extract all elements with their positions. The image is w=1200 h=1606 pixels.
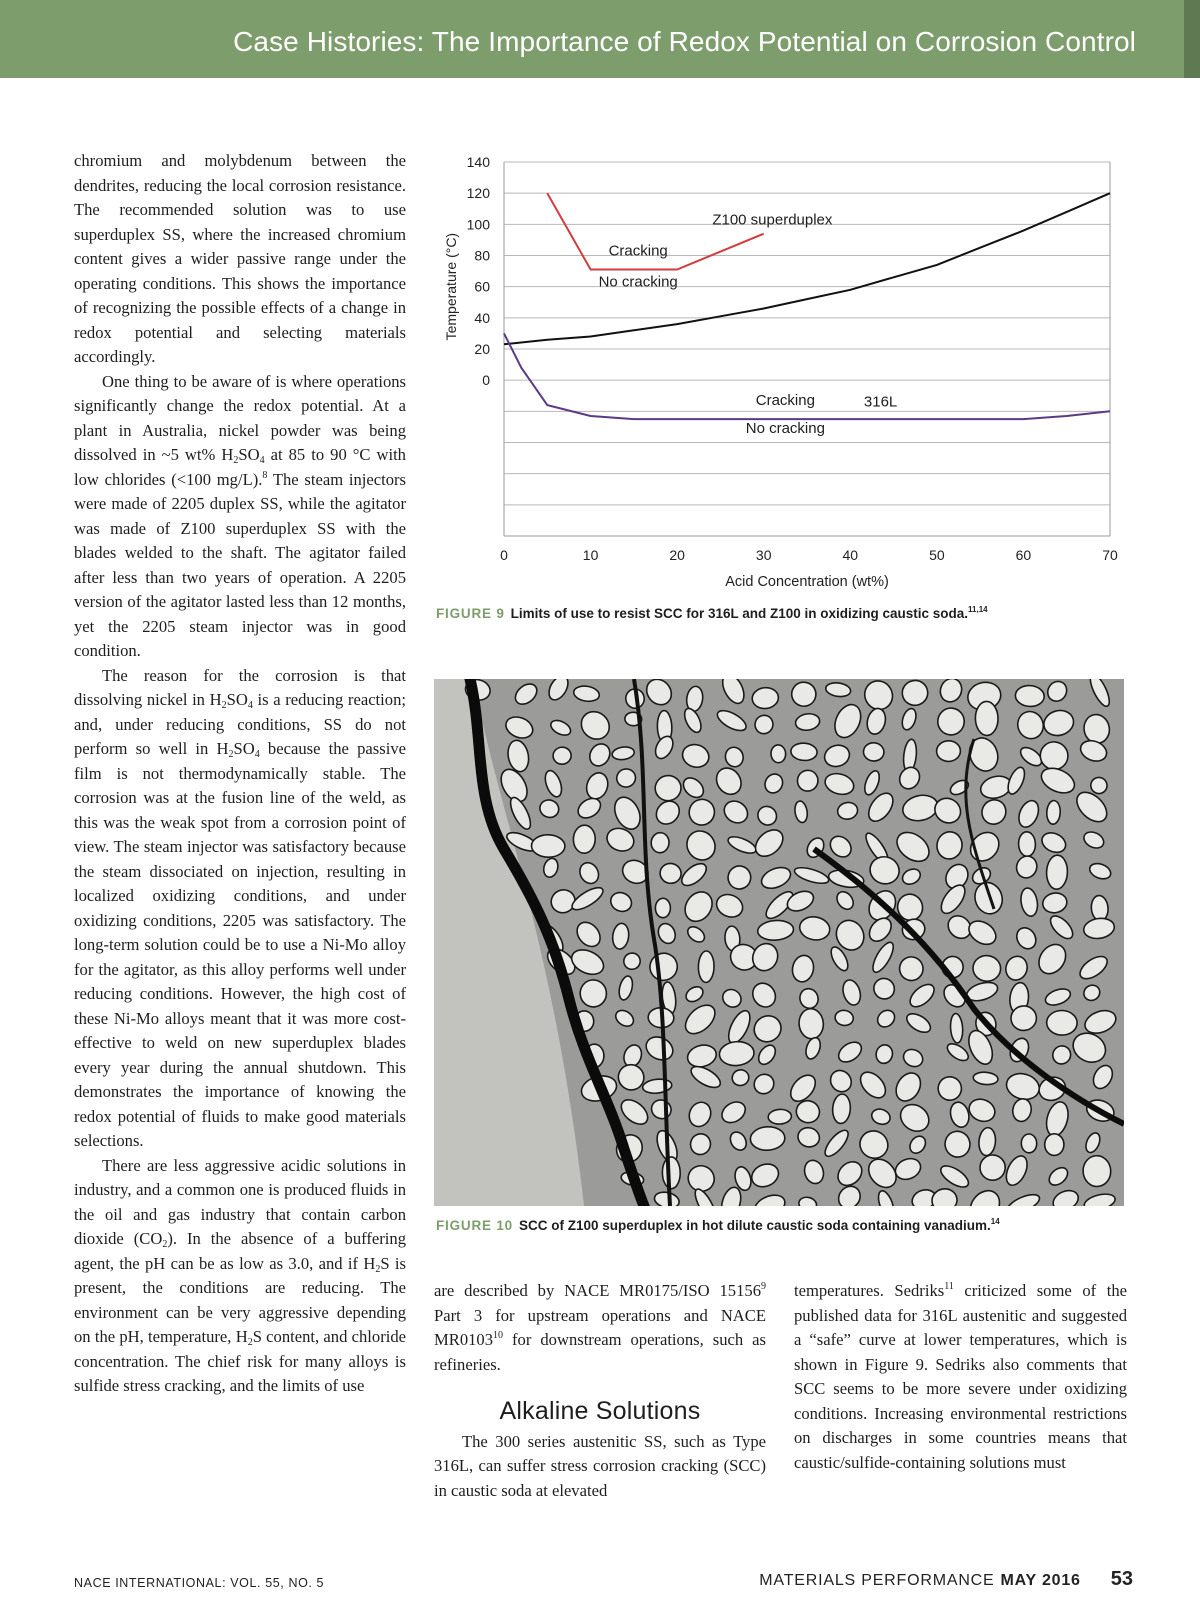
footer-journal: NACE INTERNATIONAL: VOL. 55, NO. 5 <box>74 1576 325 1590</box>
figure-10-caption: FIGURE 10 SCC of Z100 superduplex in hot dilute caustic soda containing vanadium.$^{14}$ <box>436 1217 1000 1233</box>
paragraph: are described by NACE MR0175/ISO 15156$^9$ Part 3 for upstream operations and NACE MR0103$^{10}$ for downstream operations, such as refineries. <box>434 1281 766 1374</box>
austenite-grain <box>650 832 669 853</box>
x-tick-label: 50 <box>929 547 945 563</box>
x-tick-label: 0 <box>500 547 508 563</box>
y-tick-label: 60 <box>474 278 490 295</box>
right-column <box>794 1279 1127 1475</box>
austenite-grain <box>1046 855 1068 890</box>
header-edge <box>1184 0 1200 78</box>
austenite-grain <box>771 745 787 764</box>
reference: 8 <box>262 469 268 481</box>
y-tick-label: 0 <box>482 372 490 389</box>
austenite-grain <box>1046 800 1061 824</box>
austenite-grain <box>863 742 885 762</box>
middle-column <box>434 1279 766 1503</box>
figure-9-chart <box>434 148 1124 600</box>
x-tick-label: 20 <box>669 547 685 563</box>
chart-annotation: 316L <box>863 393 898 411</box>
x-tick-label: 60 <box>1015 547 1032 563</box>
austenite-grain <box>975 701 998 735</box>
austenite-grain <box>662 1157 680 1189</box>
austenite-grain <box>531 835 565 858</box>
chart-annotation: Cracking <box>608 242 668 260</box>
austenite-grain <box>1045 1134 1064 1156</box>
chart-annotation: No cracking <box>598 273 678 291</box>
x-tick-label: 10 <box>582 547 599 563</box>
y-tick-label: 40 <box>474 309 490 326</box>
austenite-grain <box>1046 1010 1077 1036</box>
y-tick-label: 80 <box>474 247 490 264</box>
left-column <box>74 149 406 1399</box>
x-tick-label: 70 <box>1102 547 1118 563</box>
y-tick-label: 20 <box>474 341 490 357</box>
paragraph: temperatures. Sedriks$^{11}$ criticized some of the published data for 316L austenitic and suggested a “safe” curve at lower temperatures, which is shown in Figure 9. Sedriks also comments that SCC seems to be more severe under oxidizing conditions. Increasing environmental restrictions on discharges in some countries means that caustic/sulfide-containing solutions must <box>794 1281 1127 1472</box>
chart-annotation: No cracking <box>745 420 825 438</box>
footer-magazine: MATERIALS PERFORMANCE MAY 2016 53 <box>759 1568 1133 1590</box>
y-tick-label: 100 <box>466 216 490 233</box>
paragraph: The 300 series austenitic SS, such as Type 316L, can suffer stress corrosion cracking (SCC) in caustic soda at elevated <box>434 1431 766 1500</box>
y-tick-label: 120 <box>466 185 490 202</box>
paragraph: One thing to be aware of is where operations significantly change the redox potential. At a plant in Australia, nickel powder was being dissolved in ~5 wt% $H_2SO_4$ at 85 to 90 °C with low chlorides (<100 mg/L).$^8$ The steam injectors were made of 2205 duplex SS, while the agitator was made of Z100 superduplex SS with the blades welded to the shaft. The agitator failed after less than two years of operation. A 2205 version of the agitator lasted less than 12 months, yet the 2205 steam injector was in good condition. <box>74 371 406 660</box>
figure-10-micrograph <box>434 679 1124 1206</box>
austenite-grain <box>936 740 961 761</box>
paragraph: The reason for the corrosion is that dissolving nickel in $H_2SO_4$ is a reducing reaction; and, under reducing conditions, SS do not perform so well in $H_2SO_4$ because the passive film is not thermodynamically stable. The corrosion was at the fusion line of the weld, as this was the weak spot from a corrosion point of view. The steam injector was satisfactory because the steam dissociated on injection, resulting in localized oxidizing conditions, and under oxidizing conditions, 2205 was satisfactory. The long-term solution could be to use a Ni-Mo alloy for the agitator, as this alloy performs well under reducing conditions. However, the high cost of these Ni-Mo alloys meant that it was more cost-effective to weld on new superduplex blades every year during the annual shutdown. This demonstrates the importance of knowing the redox potential of fluids to make good materials selections. <box>74 665 406 1150</box>
y-axis-label: Temperature (°C) <box>443 232 459 341</box>
austenite-grain <box>573 825 596 854</box>
austenite-grain <box>768 1109 792 1125</box>
paragraph: There are less aggressive acidic solutions in industry, and a common one is produced fluids in the oil and gas industry that contain carbon dioxide $(CO_2)$. In the absence of a buffering agent, the pH can be as low as 3.0, and if $H_2S$ is present, the conditions are reducing. The environment can be very aggressive depending on the pH, temperature, $H_2S$ content, and chloride concentration. The chief risk for many alloys is sulfide stress cracking, and the limits of use <box>74 1155 406 1395</box>
x-tick-label: 30 <box>755 547 772 563</box>
figure-9-caption: FIGURE 9 Limits of use to resist SCC for 316L and Z100 in oxidizing caustic soda.$^{11,14}$ <box>436 605 988 621</box>
x-axis-label: Acid Concentration (wt%) <box>725 574 889 590</box>
austenite-grain <box>655 898 670 918</box>
page-number: 53 <box>1110 1568 1133 1590</box>
chart-annotation: Cracking <box>755 392 815 410</box>
section-heading: Alkaline Solutions <box>499 1397 701 1425</box>
chart-annotation: Z100 superduplex <box>712 211 833 229</box>
austenite-grain <box>1018 832 1036 857</box>
micrograph-image <box>434 679 1124 1206</box>
x-tick-label: 40 <box>842 547 859 563</box>
austenite-grain <box>698 951 714 983</box>
page-title: Case Histories: The Importance of Redox Potential on Corrosion Control <box>233 26 1136 57</box>
chart-svg <box>434 148 1124 600</box>
y-tick-label: 140 <box>466 154 490 170</box>
austenite-grain <box>1021 1134 1037 1153</box>
paragraph: chromium and molybdenum between the dendrites, reducing the local corrosion resistance. The recommended solution was to use superduplex SS, where the increased chromium content gives a wider passive range under the operating conditions. This shows the importance of recognizing the possible effects of a change in redox potential and selecting materials accordingly. <box>74 151 406 366</box>
